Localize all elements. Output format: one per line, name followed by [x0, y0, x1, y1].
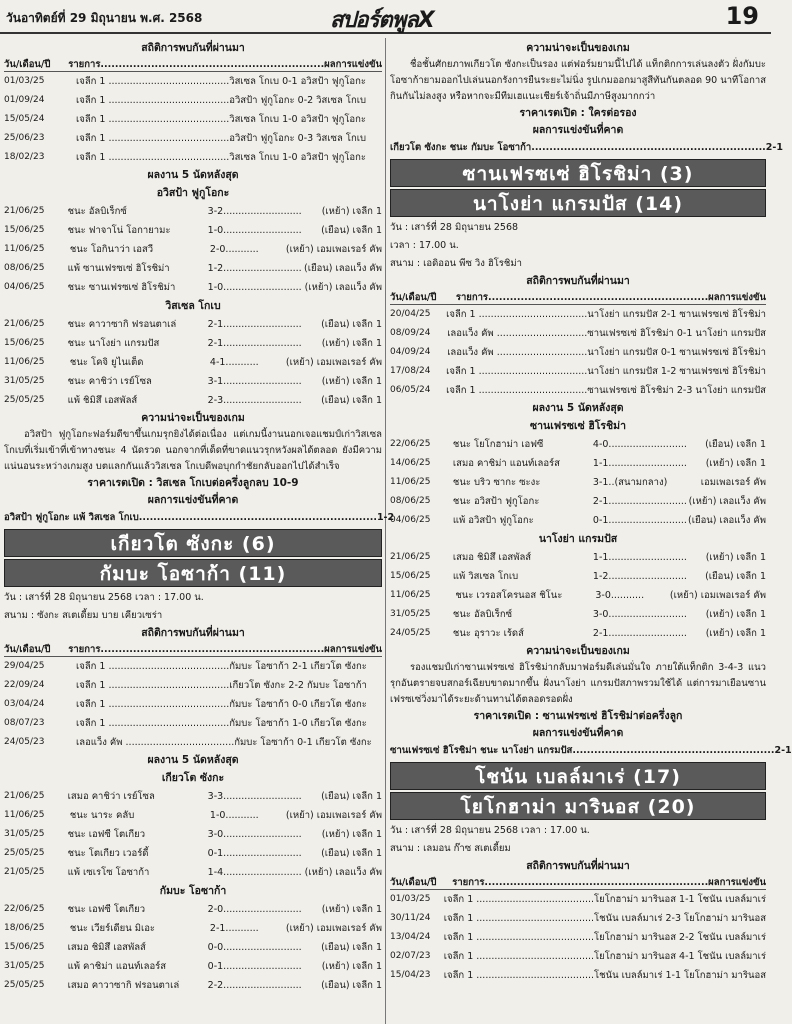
form-row	[4, 202, 382, 221]
match-date: 24/05/23	[4, 737, 45, 747]
h2h-row	[4, 695, 382, 714]
match-result: เจลีก 1 .......................................โชนัน เบลล์มาเร่ 2-3 โยโกฮาม่า มารินอส	[443, 913, 766, 924]
form-row	[4, 976, 382, 995]
form-row	[390, 624, 766, 643]
match-competition: (เยือน) เลอแว็ง คัพ	[304, 263, 382, 274]
match-competition: (เหย้า) เลอแว็ง คัพ	[304, 282, 382, 293]
match-competition: (เหย้า) เอมเพอเรอร์ คัพ	[669, 590, 766, 601]
away-team-banner: กัมบะ โอซาก้า (11)	[4, 559, 382, 587]
odds-line: ราคาเรตเปิด : ใครต่อรอง	[519, 107, 637, 119]
h2h-title: สถิติการพบกันที่ผ่านมา	[141, 42, 245, 54]
kickoff-date: วัน : เสาร์ที่ 28 มิถุนายน 2568 เวลา : 17.00 น.	[390, 825, 590, 836]
match-result: เจลีก 1 .......................................โยโกฮาม่า มารินอส 1-1 โชนัน เบลล์มาเร่	[443, 894, 766, 905]
match-opponent: แพ้ ซานเฟรซเซ่ ฮิโรชิม่า	[67, 263, 170, 274]
match-date: 04/09/24	[390, 347, 431, 357]
match-score: 1-1..........................	[592, 552, 687, 563]
away-team-banner: โยโกฮาม่า มารินอส (20)	[390, 792, 766, 820]
match-date: 21/06/25	[4, 791, 45, 801]
match-opponent: ชนะ โอกินาว่า เอสวี	[69, 244, 154, 255]
match-opponent: ชนะ คาชิว่า เรย์โซล	[67, 376, 152, 387]
match-score: 1-4..........................	[207, 867, 302, 878]
prediction-line	[4, 509, 395, 527]
h2h-row	[390, 966, 766, 985]
match-date: 17/08/24	[390, 366, 431, 376]
prediction-score: 2-1	[765, 142, 783, 153]
match-competition: (เหย้า) เจลีก 1	[321, 961, 382, 972]
venue: สนาม : ซังกะ สเตเดี้ยม บาย เคียวเซร่า	[4, 610, 163, 621]
odds-line: ราคาเรตเปิด : ซานเฟรซเซ่ ฮิโรชิม่าต่อครึ่งลูก	[473, 710, 683, 722]
match-result: เลอแว็ง คัพ ..............................ซานเฟรซเซ่ ฮิโรชิม่า 0-1 นาโงย่า แกรมปัส	[447, 328, 766, 339]
match-result: เจลีก 1 ........................................กัมบะ โอซาก้า 0-0 เกียวโต ซังกะ	[76, 699, 367, 710]
match-result: เจลีก 1 .......................................โยโกฮาม่า มารินอส 2-2 โชนัน เบลล์มาเร่	[443, 932, 766, 943]
match-result: เจลีก 1 ....................................นาโงย่า แกรมปัส 2-1 ซานเฟรซเซ่ ฮิโรชิม่า	[446, 309, 766, 320]
match-date: 15/06/25	[390, 571, 431, 581]
match-competition: (เยือน) เจลีก 1	[321, 791, 382, 802]
match-score: 2-2..........................	[207, 980, 302, 991]
match-competition: (เยือน) เจลีก 1	[321, 319, 382, 330]
match-date: 21/06/25	[390, 552, 431, 562]
match-score: 2-1..........................	[592, 496, 687, 507]
match-result: เจลีก 1 ........................................วิสเซล โกเบ 0-1 อวิสป้า ฟูกูโอกะ	[76, 76, 366, 87]
match-result: เจลีก 1 ....................................ซานเฟรซเซ่ ฮิโรชิม่า 2-3 นาโงย่า แกรมปัส	[446, 385, 766, 396]
prediction-text: เกียวโต ซังกะ ชนะ กัมบะ โอซาก้า.................................................................	[390, 142, 766, 153]
match-date: 20/04/25	[390, 309, 431, 319]
match-score: 3-1..(สนามกลาง)	[592, 477, 668, 488]
match-date: 11/06/25	[4, 810, 45, 820]
match-competition: (เยือน) เจลีก 1	[321, 395, 382, 406]
match-score: 3-0...........	[595, 590, 645, 601]
form-row	[4, 863, 382, 882]
match-date: 01/09/24	[4, 95, 45, 105]
h2h-row	[390, 362, 766, 381]
match-opponent: ชนะ เอฟซี โตเกียว	[67, 829, 146, 840]
h2h-title: สถิติการพบกันที่ผ่านมา	[526, 860, 630, 872]
match-competition: (เหย้า) เจลีก 1	[321, 206, 382, 217]
form-row	[4, 391, 382, 410]
form-row	[4, 334, 382, 353]
match-score: 1-2..........................	[207, 263, 302, 274]
home-team-banner: เกียวโต ซังกะ (6)	[4, 529, 382, 557]
h2h-header-row	[4, 642, 382, 657]
form-team-name: นาโงย่า แกรมปัส	[538, 533, 618, 545]
issue-date: วันอาทิตย์ที่ 29 มิถุนายน พ.ศ. 2568	[6, 11, 203, 25]
kickoff-date: วัน : เสาร์ที่ 28 มิถุนายน 2568	[390, 222, 519, 233]
left-column	[4, 40, 395, 995]
form-team-name: วิสเซล โกเบ	[165, 300, 221, 312]
prediction-text: อวิสป้า ฟูกูโอกะ แพ้ วิสเซล โกเบ..................................................................	[4, 512, 377, 523]
match-score: 2-1..........................	[207, 319, 302, 330]
match-date: 25/05/25	[4, 848, 45, 858]
match-date: 25/05/25	[4, 980, 45, 990]
home-team-banner: ซานเฟรซเซ่ ฮิโรชิม่า (3)	[390, 159, 766, 187]
match-opponent: เสมอ คาชิม่า แอนท์เลอร์ส	[452, 458, 560, 469]
h2h-row	[390, 381, 766, 400]
match-opponent: ชนะ คาวาซากิ ฟรอนตาเล่	[67, 319, 177, 330]
match-date: 22/06/25	[4, 904, 45, 914]
h2h-row	[4, 148, 382, 167]
column-header-date: วัน/เดือน/ปี	[390, 877, 437, 888]
h2h-row	[4, 129, 382, 148]
h2h-row	[4, 91, 382, 110]
h2h-row	[4, 657, 382, 676]
form-row	[390, 435, 766, 454]
form-row	[4, 938, 382, 957]
column-header-date: วัน/เดือน/ปี	[390, 292, 437, 303]
match-opponent: เสมอ คาชิว่า เรย์โซล	[67, 791, 155, 802]
h2h-row	[390, 909, 766, 928]
form-row	[390, 492, 766, 511]
match-score: 1-0..........................	[207, 282, 302, 293]
h2h-row	[390, 324, 766, 343]
h2h-row	[390, 305, 766, 324]
match-date: 18/02/23	[4, 152, 45, 162]
form-row	[390, 548, 766, 567]
prediction-title: ผลการแข่งขันที่คาด	[147, 494, 239, 506]
column-header-list: รายการ.............................................................ผลการแข่งขัน	[455, 292, 766, 303]
match-competition: (เหย้า) เอมเพอเรอร์ คัพ	[285, 244, 382, 255]
form-row	[4, 278, 382, 297]
form-row	[4, 825, 382, 844]
match-opponent: ชนะ อวิสป้า ฟูกูโอกะ	[452, 496, 540, 507]
form-row	[390, 586, 766, 605]
home-team-banner: โชนัน เบลล์มาเร่ (17)	[390, 762, 766, 790]
match-opponent: ชนะ เวรอสโครนอส ชิโนะ	[455, 590, 563, 601]
match-score: 2-0..........................	[207, 904, 302, 915]
match-date: 15/05/24	[4, 114, 45, 124]
analysis-title: ความน่าจะเป็นของเกม	[526, 645, 630, 657]
match-score: 0-1..........................	[592, 515, 687, 526]
match-competition: (เหย้า) เลอแว็ง คัพ	[688, 496, 766, 507]
match-competition: (เหย้า) เอมเพอเรอร์ คัพ	[285, 923, 382, 934]
h2h-row	[4, 714, 382, 733]
h2h-row	[4, 110, 382, 129]
match-score: 2-1..........................	[592, 628, 687, 639]
prediction-title: ผลการแข่งขันที่คาด	[532, 727, 624, 739]
match-opponent: ชนะ โคจิ ยูไนเต็ด	[69, 357, 144, 368]
match-opponent: แพ้ เซเรโซ โอซาก้า	[67, 867, 150, 878]
match-competition: (เหย้า) เอมเพอเรอร์ คัพ	[285, 810, 382, 821]
match-date: 25/06/23	[4, 133, 45, 143]
match-result: เจลีก 1 ........................................เกียวโต ซังกะ 2-2 กัมบะ โอซาก้า	[76, 680, 367, 691]
form-title: ผลงาน 5 นัดหลังสุด	[147, 169, 239, 181]
match-result: เจลีก 1 ........................................อวิสป้า ฟูกูโอกะ 0-2 วิสเซล โกเบ	[76, 95, 366, 106]
match-score: 4-0..........................	[592, 439, 687, 450]
column-divider	[385, 38, 386, 1024]
match-competition: (เหย้า) เลอแว็ง คัพ	[304, 867, 382, 878]
match-competition: (เยือน) เจลีก 1	[321, 225, 382, 236]
match-date: 21/06/25	[4, 206, 45, 216]
match-date: 08/06/25	[4, 263, 45, 273]
prediction-line	[390, 742, 792, 760]
match-competition: (เหย้า) เอมเพอเรอร์ คัพ	[285, 357, 382, 368]
match-competition: (เยือน) เจลีก 1	[705, 571, 766, 582]
match-date: 03/04/24	[4, 699, 45, 709]
h2h-header-row	[390, 875, 766, 890]
match-score: 3-3..........................	[207, 791, 302, 802]
right-column	[390, 40, 792, 985]
match-score: 3-2..........................	[207, 206, 302, 217]
match-date: 11/06/25	[4, 357, 45, 367]
form-title: ผลงาน 5 นัดหลังสุด	[147, 754, 239, 766]
match-date: 01/03/25	[390, 894, 431, 904]
match-opponent: แพ้ ชิมิสึ เอสพัลส์	[67, 395, 138, 406]
match-date: 15/06/25	[4, 942, 45, 952]
match-opponent: ชนะ นาโงย่า แกรมปัส	[67, 338, 160, 349]
match-date: 15/06/25	[4, 225, 45, 235]
form-row	[4, 259, 382, 278]
match-competition: (เยือน) เจลีก 1	[705, 439, 766, 450]
match-date: 14/06/25	[390, 458, 431, 468]
match-score: 1-0...........	[209, 810, 259, 821]
match-score: 2-1...........	[209, 923, 259, 934]
form-row	[390, 567, 766, 586]
h2h-row	[4, 676, 382, 695]
analysis-text: อวิสป้า ฟูกูโอกะฟอร์มดีขาขึ้นเกมรุกยิงได้ต่อเนื่อง แต่เกมนี้งานนอกเจอแชมป์เก่าวิสเซล โกเบที่เริ่มเข้าที่เข้าทางชนะ 4 นัดรวด นอกจากที่เด็ดที่ขาดแนวรุกหวังผลได้ตลอด ยังมีความแน่นอนระหว่างเกมสูง บตแลกกันแล้ววิสเซล โกเบดีพอบุกกำชัยกลับออกไปได้สำเร็จ	[4, 429, 382, 472]
match-date: 15/04/23	[390, 970, 431, 980]
match-opponent: ชนะ ฟาจาโน่ โอกายามะ	[67, 225, 171, 236]
kickoff-time: เวลา : 17.00 น.	[390, 240, 459, 251]
match-date: 31/05/25	[4, 829, 45, 839]
match-competition: (เหย้า) เจลีก 1	[321, 829, 382, 840]
match-date: 11/06/25	[390, 477, 431, 487]
form-team-name: เกียวโต ซังกะ	[161, 772, 225, 784]
match-date: 24/05/25	[390, 628, 431, 638]
match-date: 11/06/25	[4, 244, 45, 254]
match-score: 0-1..........................	[207, 848, 302, 859]
column-header-date: วัน/เดือน/ปี	[4, 59, 51, 70]
form-row	[4, 806, 382, 825]
match-date: 21/05/25	[4, 867, 45, 877]
form-row	[390, 605, 766, 624]
form-row	[4, 372, 382, 391]
h2h-row	[4, 733, 382, 752]
kickoff-date: วัน : เสาร์ที่ 28 มิถุนายน 2568 เวลา : 17.00 น.	[4, 592, 204, 603]
match-score: 0-0..........................	[207, 942, 302, 953]
match-opponent: ชนะ เวียร์เดียน มิเอะ	[69, 923, 156, 934]
match-opponent: เสมอ คาวาซากิ ฟรอนตาเล่	[67, 980, 180, 991]
prediction-score: 2-1	[774, 745, 792, 756]
match-date: 31/05/25	[4, 961, 45, 971]
prediction-title: ผลการแข่งขันที่คาด	[532, 124, 624, 136]
match-date: 22/09/24	[4, 680, 45, 690]
match-date: 29/04/25	[4, 661, 45, 671]
form-row	[4, 957, 382, 976]
match-competition: (เหย้า) เจลีก 1	[705, 628, 766, 639]
match-date: 15/06/25	[4, 338, 45, 348]
match-competition: (เหย้า) เจลีก 1	[321, 338, 382, 349]
match-result: เลอแว็ง คัพ ..............................นาโงย่า แกรมปัส 0-1 ซานเฟรซเซ่ ฮิโรชิม่า	[447, 347, 766, 358]
form-team-name: กัมบะ โอซาก้า	[159, 885, 227, 897]
match-date: 04/06/25	[4, 282, 45, 292]
match-date: 01/03/25	[4, 76, 45, 86]
analysis-text: ชื่อชั้นศักยภาพเกียวโต ซังกะเป็นรอง แต่ฟอร์มยามนี้ไปได้ แท็กติกการเล่นลงตัว ฝั่งกัมบะ โอซาก้ายามออกไปเล่นนอกรังการยืนระยะไม่นิ่ง รูปเกมออกมาสูสีทันกันตลอด 90 นาทีโอกาสกินกันไม่ลงสูง หรือหากจะมีทีมเฮแนะเชียร์เจ้าถิ่นมีภาษีสูงมากกว่า	[390, 59, 766, 102]
form-row	[390, 511, 766, 530]
match-opponent: ชนะ เอฟซี โตเกียว	[67, 904, 146, 915]
form-row	[4, 240, 382, 259]
match-result: เจลีก 1 ........................................วิสเซล โกเบ 1-0 อวิสป้า ฟูกูโอกะ	[76, 114, 366, 125]
h2h-row	[4, 72, 382, 91]
match-date: 08/09/24	[390, 328, 431, 338]
analysis-text: รองแชมป์เก่าซานเฟรซเซ่ ฮิโรชิม่ากลับมาฟอร์มดีเล่นมั่นใจ ภายใต้แท็กติก 3-4-3 แนวรุกอันตรายจบสกอร์เฉียบขาดมากขึ้น ฝั่งนาโงย่า แกรมปัสภาพรวมใช้ได้ แต่การมาเยือนซานเฟรซเซ่วิ่งมาได้ระยะด้านทานได้ตลอดรอดฝั่ง	[390, 662, 766, 705]
match-opponent: ชนะ นาระ คลับ	[69, 810, 135, 821]
column-header-date: วัน/เดือน/ปี	[4, 644, 51, 655]
match-date: 25/05/25	[4, 395, 45, 405]
match-score: 3-1..........................	[207, 376, 302, 387]
form-title: ผลงาน 5 นัดหลังสุด	[532, 402, 624, 414]
match-date: 31/05/25	[390, 609, 431, 619]
match-competition: (เหย้า) เจลีก 1	[705, 458, 766, 469]
match-opponent: ชนะ อุราวะ เร้ดส์	[452, 628, 524, 639]
match-score: 2-3..........................	[207, 395, 302, 406]
match-date: 30/11/24	[390, 913, 431, 923]
match-competition: (เยือน) เจลีก 1	[321, 980, 382, 991]
match-opponent: เสมอ ชิมิสึ เอสพัลส์	[67, 942, 146, 953]
match-score: 2-0...........	[209, 244, 259, 255]
match-opponent: ชนะ บริว ซากะ ซะงะ	[452, 477, 541, 488]
page-header	[0, 0, 771, 34]
match-date: 08/06/25	[390, 496, 431, 506]
match-opponent: เสมอ ชิมิสึ เอสพัลส์	[452, 552, 532, 563]
match-score: 4-1...........	[209, 357, 259, 368]
form-team-name: ซานเฟรซเซ่ ฮิโรชิม่า	[530, 420, 626, 432]
match-result: เจลีก 1 ....................................นาโงย่า แกรมปัส 1-2 ซานเฟรซเซ่ ฮิโรชิม่า	[446, 366, 766, 377]
match-opponent: ชนะ โยโกฮาม่า เอฟซี	[452, 439, 544, 450]
form-row	[4, 900, 382, 919]
match-opponent: ชนะ โตเกียว เวอร์ดี้	[67, 848, 149, 859]
form-team-name: อวิสป้า ฟูกูโอกะ	[156, 187, 230, 199]
match-date: 22/06/25	[390, 439, 431, 449]
page-number: 19	[725, 2, 759, 30]
match-date: 21/06/25	[4, 319, 45, 329]
match-score: 0-1..........................	[207, 961, 302, 972]
match-opponent: แพ้ วิสเซล โกเบ	[452, 571, 519, 582]
match-score: 3-0..........................	[592, 609, 687, 620]
prediction-line	[390, 139, 783, 157]
match-competition: (เหย้า) เจลีก 1	[321, 376, 382, 387]
prediction-score: 1-2	[376, 512, 395, 523]
match-result: เจลีก 1 ........................................วิสเซล โกเบ 1-0 อวิสป้า ฟูกูโอกะ	[76, 152, 366, 163]
odds-line: ราคาเรตเปิด : วิสเซล โกเบต่อครึ่งลูกลบ 10-9	[87, 477, 299, 489]
match-opponent: ชนะ อัลบิเร็กซ์	[452, 609, 513, 620]
match-competition: เอมเพอเรอร์ คัพ	[700, 477, 766, 488]
match-competition: (เหย้า) เจลีก 1	[705, 552, 766, 563]
match-competition: (เยือน) เจลีก 1	[321, 942, 382, 953]
match-result: เจลีก 1 ........................................อวิสป้า ฟูกูโอกะ 0-3 วิสเซล โกเบ	[76, 133, 366, 144]
match-date: 18/06/25	[4, 923, 45, 933]
h2h-header-row	[390, 290, 766, 305]
match-score: 3-0..........................	[207, 829, 302, 840]
match-date: 11/06/25	[390, 590, 431, 600]
column-header-list: รายการ..............................................................ผลการแข่งขัน	[68, 59, 382, 70]
h2h-title: สถิติการพบกันที่ผ่านมา	[141, 627, 245, 639]
prediction-text: ซานเฟรซเซ่ ฮิโรชิม่า ชนะ นาโงย่า แกรมปัส........................................................	[390, 745, 775, 756]
form-row	[4, 221, 382, 240]
column-header-list: รายการ..............................................................ผลการแข่งขัน	[452, 877, 766, 888]
away-team-banner: นาโงย่า แกรมปัส (14)	[390, 189, 766, 217]
form-row	[4, 844, 382, 863]
match-opponent: แพ้ คาชิม่า แอนท์เลอร์ส	[67, 961, 167, 972]
match-date: 06/05/24	[390, 385, 431, 395]
h2h-row	[390, 890, 766, 909]
match-competition: (เยือน) เจลีก 1	[321, 848, 382, 859]
h2h-title: สถิติการพบกันที่ผ่านมา	[526, 275, 630, 287]
analysis-title: ความน่าจะเป็นของเกม	[526, 42, 630, 54]
form-row	[4, 919, 382, 938]
venue: สนาม : เลมอน ก๊าซ สเตเดี้ยม	[390, 843, 511, 854]
column-header-list: รายการ..............................................................ผลการแข่งขัน	[68, 644, 382, 655]
match-result: เจลีก 1 ........................................กัมบะ โอซาก้า 2-1 เกียวโต ซังกะ	[76, 661, 367, 672]
form-row	[4, 353, 382, 372]
match-result: เจลีก 1 ........................................กัมบะ โอซาก้า 1-0 เกียวโต ซังกะ	[76, 718, 367, 729]
match-date: 31/05/25	[4, 376, 45, 386]
match-competition: (เยือน) เลอแว็ง คัพ	[688, 515, 766, 526]
match-result: เลอแว็ง คัพ ....................................กัมบะ โอซาก้า 0-1 เกียวโต ซังกะ	[76, 737, 372, 748]
match-score: 1-1..........................	[592, 458, 687, 469]
match-date: 08/07/23	[4, 718, 45, 728]
h2h-header-row	[4, 57, 382, 72]
match-score: 2-1..........................	[207, 338, 302, 349]
match-score: 1-0..........................	[207, 225, 302, 236]
form-row	[4, 315, 382, 334]
match-result: เจลีก 1 .......................................โยโกฮาม่า มารินอส 4-1 โชนัน เบลล์มาเร่	[443, 951, 766, 962]
h2h-row	[390, 947, 766, 966]
match-opponent: ชนะ ซานเฟรซเซ่ ฮิโรชิม่า	[67, 282, 176, 293]
h2h-row	[390, 928, 766, 947]
match-competition: (เหย้า) เจลีก 1	[705, 609, 766, 620]
h2h-row	[390, 343, 766, 362]
masthead-logo: สปอร์ตพูลX	[330, 8, 434, 33]
form-row	[390, 473, 766, 492]
match-opponent: แพ้ อวิสป้า ฟูกูโอกะ	[452, 515, 534, 526]
match-competition: (เหย้า) เจลีก 1	[321, 904, 382, 915]
venue: สนาม : เอดิออน พีซ วิง ฮิโรชิม่า	[390, 258, 522, 269]
form-row	[4, 787, 382, 806]
form-row	[390, 454, 766, 473]
match-date: 04/06/25	[390, 515, 431, 525]
match-date: 13/04/24	[390, 932, 431, 942]
analysis-title: ความน่าจะเป็นของเกม	[141, 412, 245, 424]
match-date: 02/07/23	[390, 951, 431, 961]
match-opponent: ชนะ อัลบิเร็กซ์	[67, 206, 127, 217]
match-result: เจลีก 1 .......................................โชนัน เบลล์มาเร่ 1-1 โยโกฮาม่า มารินอส	[443, 970, 766, 981]
match-score: 1-2..........................	[592, 571, 687, 582]
